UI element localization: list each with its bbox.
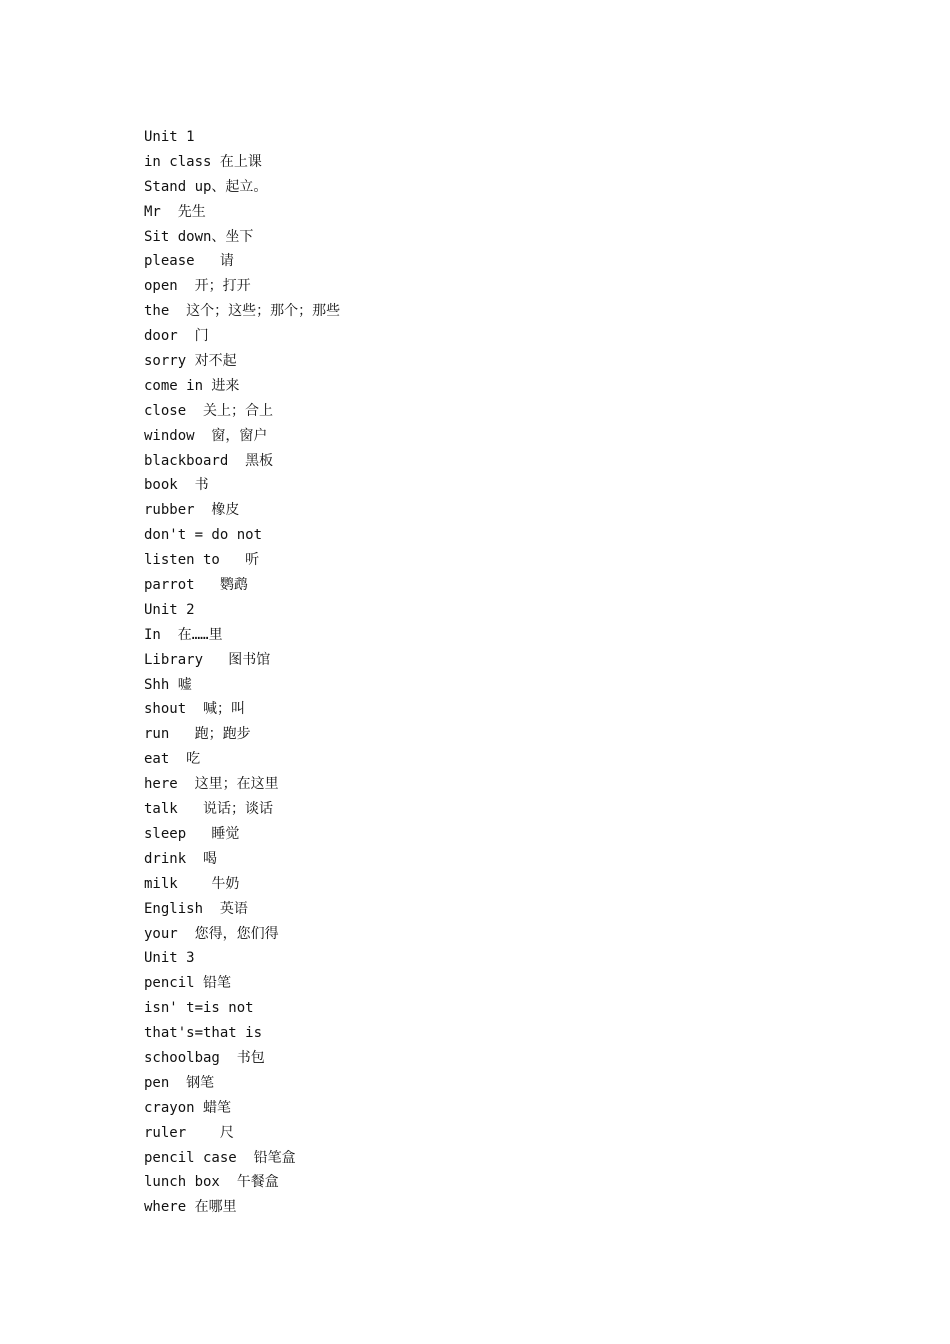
vocab-line: Unit 3 — [144, 950, 195, 967]
vocab-line: eat 吃 — [144, 751, 201, 768]
vocab-line: pen 钢笔 — [144, 1074, 215, 1091]
vocab-line: Shh 嘘 — [144, 676, 192, 693]
vocab-line: Library 图书馆 — [144, 651, 271, 668]
vocab-line: listen to 听 — [144, 552, 260, 569]
vocab-line: lunch box 午餐盒 — [144, 1174, 279, 1191]
vocab-line: In 在……里 — [144, 626, 223, 643]
vocab-line: here 这里；在这里 — [144, 776, 279, 793]
vocab-line: where 在哪里 — [144, 1199, 237, 1216]
vocabulary-list — [144, 125, 340, 1220]
vocab-line: that's=that is — [144, 1025, 263, 1042]
vocab-line: rubber 橡皮 — [144, 502, 240, 519]
vocab-line: the 这个；这些；那个；那些 — [144, 303, 341, 320]
vocab-line: close 关上；合上 — [144, 402, 274, 419]
vocab-line: drink 喝 — [144, 850, 218, 867]
vocab-line: Sit down、坐下 — [144, 228, 254, 245]
vocab-line: pencil case 铅笔盒 — [144, 1149, 296, 1166]
vocab-line: milk 牛奶 — [144, 875, 240, 892]
vocab-line: pencil 铅笔 — [144, 975, 232, 992]
vocab-line: open 开；打开 — [144, 278, 251, 295]
vocab-line: sorry 对不起 — [144, 353, 237, 370]
vocab-line: your 您得，您们得 — [144, 925, 279, 942]
vocab-line: shout 喊；叫 — [144, 701, 246, 718]
vocab-line: schoolbag 书包 — [144, 1049, 265, 1066]
vocab-line: don't = do not — [144, 527, 263, 544]
vocab-line: sleep 睡觉 — [144, 825, 240, 842]
vocab-line: Unit 2 — [144, 601, 195, 618]
vocab-line: English 英语 — [144, 900, 248, 917]
vocab-line: door 门 — [144, 328, 209, 345]
vocab-line: blackboard 黑板 — [144, 452, 274, 469]
vocab-line: Mr 先生 — [144, 203, 206, 220]
vocab-line: talk 说话；谈话 — [144, 801, 274, 818]
vocab-line: run 跑；跑步 — [144, 726, 251, 743]
vocab-line: window 窗，窗户 — [144, 427, 268, 444]
vocab-line: in class 在上课 — [144, 153, 262, 170]
vocab-line: book 书 — [144, 477, 209, 494]
vocab-line: ruler 尺 — [144, 1124, 234, 1141]
vocab-line: come in 进来 — [144, 377, 240, 394]
vocab-line: Unit 1 — [144, 129, 195, 145]
vocab-line: crayon 蜡笔 — [144, 1099, 232, 1116]
vocab-line: parrot 鹦鹉 — [144, 577, 248, 594]
vocab-line: isn' t=is not — [144, 1000, 254, 1017]
vocab-line: please 请 — [144, 253, 234, 270]
vocab-line: Stand up、起立。 — [144, 178, 268, 195]
